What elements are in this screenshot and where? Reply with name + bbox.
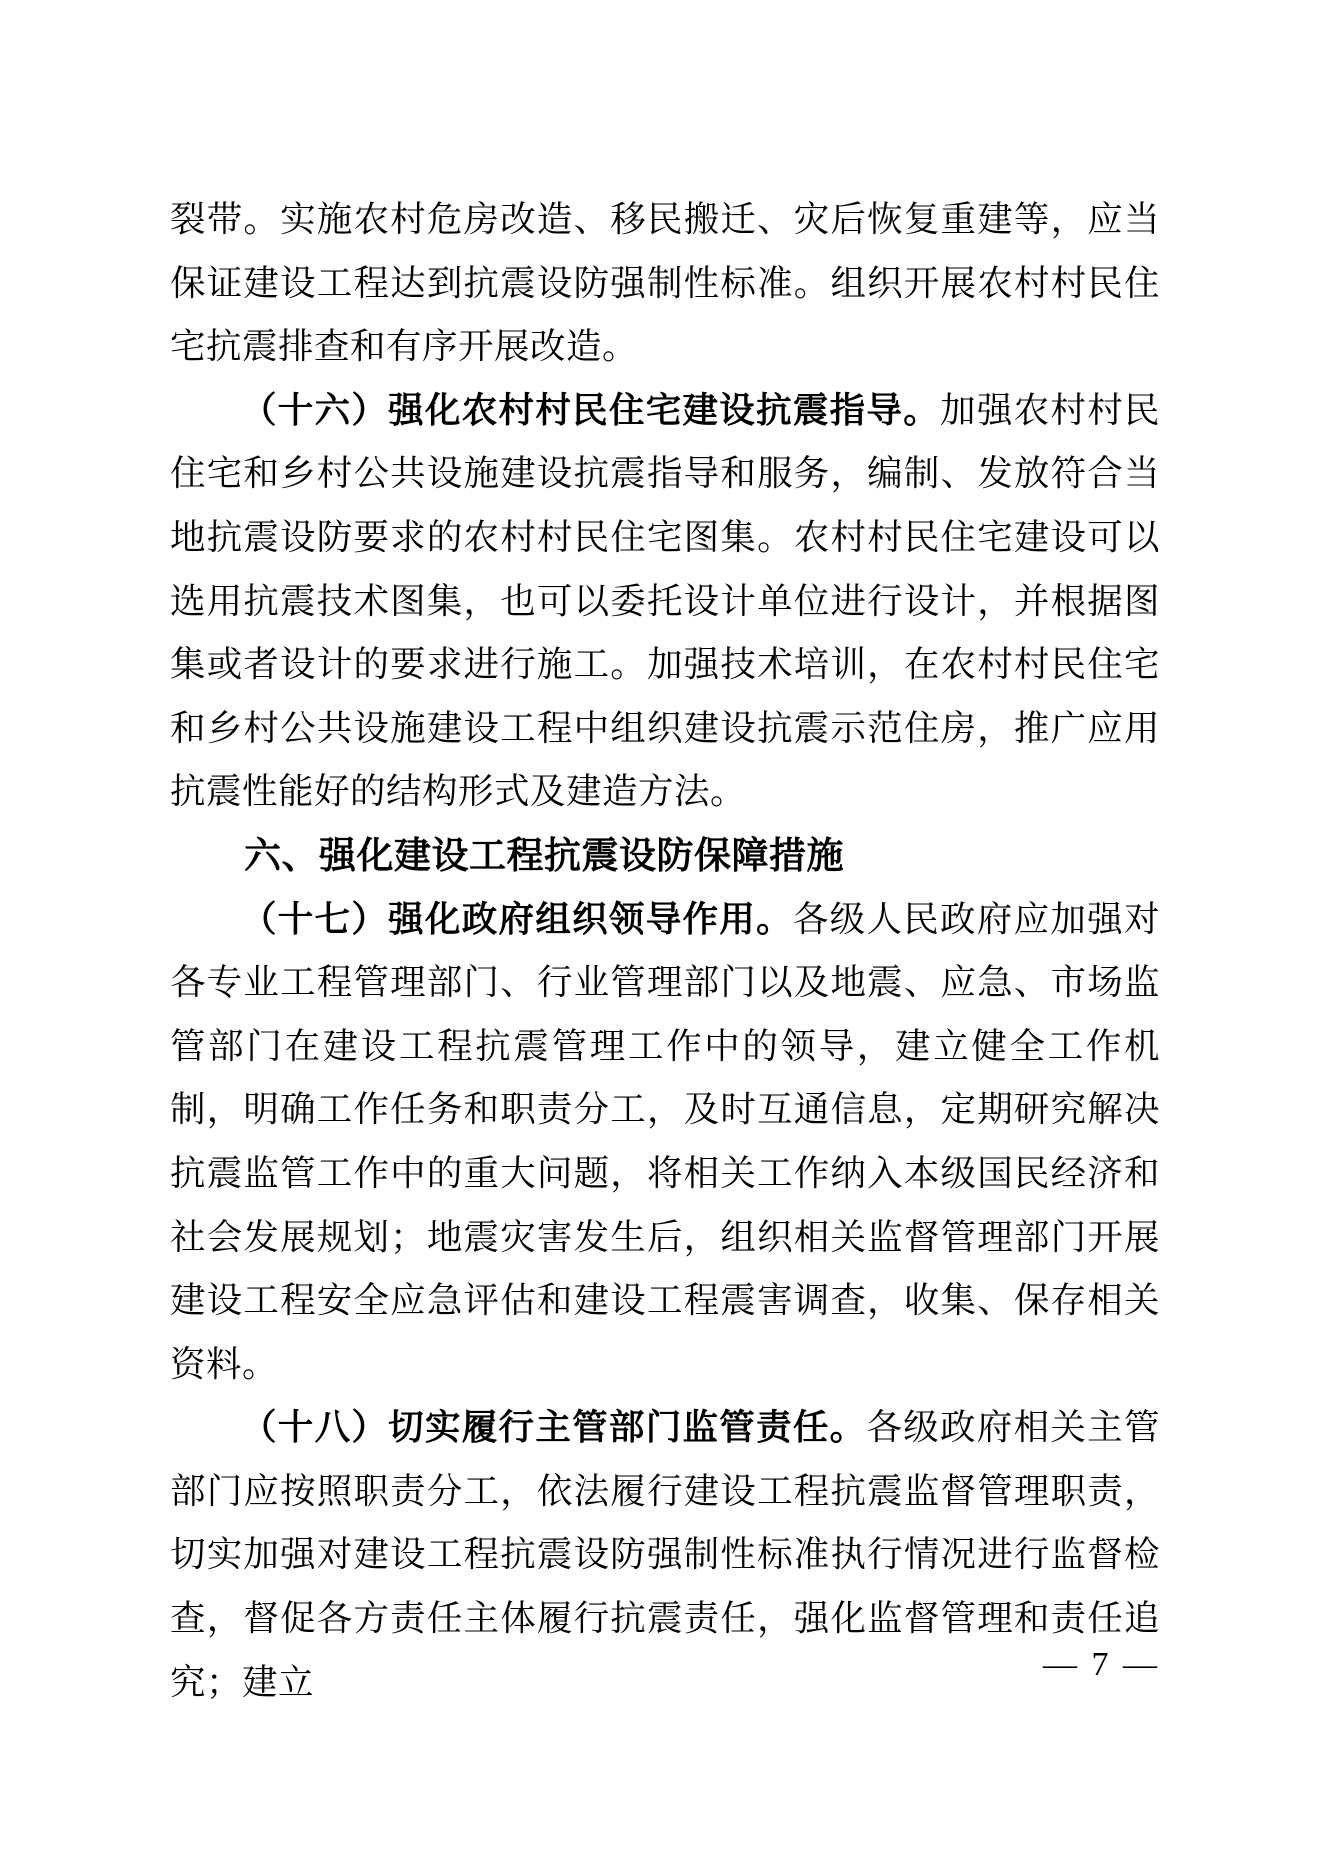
document-body [170, 188, 1160, 1714]
paragraph-item-17-text: 各级人民政府应加强对各专业工程管理部门、行业管理部门以及地震、应急、市场监管部门在建设工程抗震管理工作中的领导，建立健全工作机制，明确工作任务和职责分工，及时互通信息，定期研究解决抗震监管工作中的重大问题，将相关工作纳入本级国民经济和社会发展规划；地震灾害发生后，组织相关监督管理部门开展建设工程安全应急评估和建设工程震害调查，收集、保存相关资料。 [170, 898, 1160, 1384]
paragraph-continuation: 裂带。实施农村危房改造、移民搬迁、灾后恢复重建等，应当保证建设工程达到抗震设防强制性标准。组织开展农村村民住宅抗震排查和有序开展改造。 [170, 199, 1160, 367]
paragraph-item-17 [170, 888, 1160, 1397]
paragraph-item-18-lead: （十八）切实履行主管部门监管责任。 [241, 1407, 867, 1448]
paragraph-item-17-lead: （十七）强化政府组织领导作用。 [241, 898, 793, 939]
paragraph-item-16-text: 加强农村村民住宅和乡村公共设施建设抗震指导和服务，编制、发放符合当地抗震设防要求的农村村民住宅图集。农村村民住宅建设可以选用抗震技术图集，也可以委托设计单位进行设计，并根据图集或者设计的要求进行施工。加强技术培训，在农村村民住宅和乡村公共设施建设工程中组织建设抗震示范住房，推广应用抗震性能好的结构形式及建造方法。 [170, 389, 1160, 812]
paragraph-item-16-lead: （十六）强化农村村民住宅建设抗震指导。 [241, 389, 941, 430]
page-number: — 7 — [1043, 1646, 1160, 1683]
paragraph-item-18-text: 各级政府相关主管部门应按照职责分工，依法履行建设工程抗震监督管理职责，切实加强对建设工程抗震设防强制性标准执行情况进行监督检查，督促各方责任主体履行抗震责任，强化监督管理和责任追究；建立 [170, 1407, 1160, 1702]
section-6-heading: 六、强化建设工程抗震设防保障措施 [244, 834, 844, 876]
paragraph-item-18 [170, 1396, 1160, 1714]
paragraph-item-16 [170, 379, 1160, 824]
